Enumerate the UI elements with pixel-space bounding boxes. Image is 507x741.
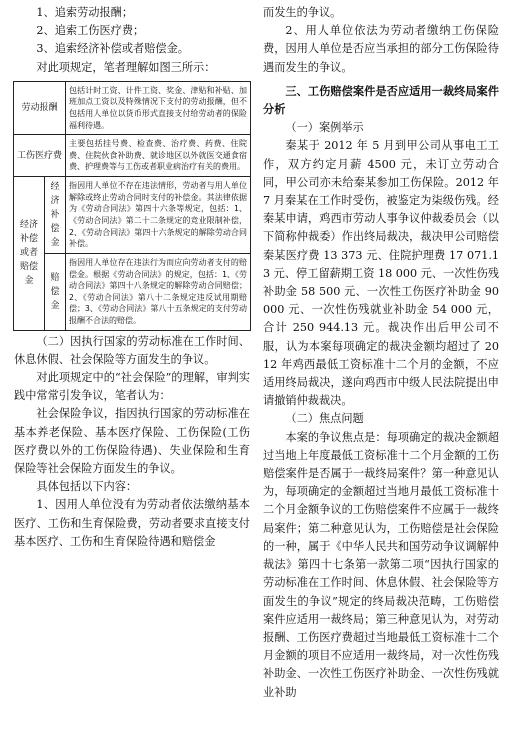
paragraph: 社会保险争议，指因执行国家的劳动标准在基本养老保险、基本医疗保险、工伤保险(工伤医疗费以外的工伤保险待遇)、失业保险和生育保险等社会保险方面发生的争议。 xyxy=(14,407,250,475)
paragraph: 对此项规定中的“社会保险”的理解，审判实践中常常引发争议，笔者认为： xyxy=(14,370,250,403)
list-item-compensation: 3、追索经济补偿或者赔偿金。 xyxy=(36,42,189,56)
definition-table xyxy=(13,81,251,331)
row-text-labor-pay: 包括计时工资、计件工资、奖金、津贴和补贴、加班加点工资以及特殊情况下支付的劳动报酬，但不包括用人单位以货币形式直接支付给劳动者的保险福利待遇。 xyxy=(66,81,251,134)
sub-label-indemnity: 赔偿金 xyxy=(45,253,66,330)
row-label-compensation: 经济补偿或者赔偿金 xyxy=(14,176,45,330)
table-row xyxy=(14,81,251,134)
figure-intro: 对此项规定，笔者理解如图三所示： xyxy=(36,60,216,74)
paragraph-continuation: 而发生的争议。 xyxy=(263,6,342,19)
paragraph: 1、因用人单位没有为劳动者依法缴纳基本医疗、工伤和生育保险费，劳动者要求直接支付基本医疗、工伤和生育保险待遇和赔偿金 xyxy=(14,498,250,548)
section2-heading: （二）因执行国家的劳动标准在工作时间、休息休假、社会保险等方面发生的争议。 xyxy=(14,334,250,366)
right-column xyxy=(263,4,499,702)
sub-text-indemnity: 指因用人单位存在违法行为而应向劳动者支付的赔偿金。根据《劳动合同法》的规定，包括：1、《劳动合同法》第四十八条规定的解除劳动合同赔偿；2、《劳动合同法》第八十二条规定违反试用期赔偿；3、《劳动合同法》第八十五条规定的支付劳动报酬不合法的赔偿。 xyxy=(66,253,251,330)
subsection-heading-case: （一）案例举示 xyxy=(285,121,364,135)
table-row xyxy=(14,253,251,330)
sub-label-economic-compensation: 经济补偿金 xyxy=(45,176,66,253)
list-item-labor-pay: 1、追索劳动报酬； xyxy=(36,6,134,19)
focus-paragraph: 本案的争议焦点是：每项确定的裁决金额超过当地上年度最低工资标准十二个月金额的工伤赔偿案件是否属于一裁终局案件？第一种意见认为，每项确定的金额超过当地月最低工资标准十二个月金额争议的工伤赔偿案件不应属于一裁终局案件；第二种意见认为，工伤赔偿是社会保险的一种，属于《中华人民共和国劳动争议调解仲裁法》第四十七条第一款第二项“因执行国家的劳动标准在工作时间、休息休假、社会保险等方面发生的争议”规定的终局裁决范畴，工伤赔偿案件应适用一裁终局；第三种意见认为，对劳动报酬、工伤医疗费超过当地最低工资标准十二个月金额的项目不应适用一裁终局，对一次性伤残补助金、一次性工伤医疗补助金、一次性伤残就业补助 xyxy=(263,430,499,699)
row-label-medical-fee: 工伤医疗费 xyxy=(14,135,66,177)
paragraph: 具体包括以下内容： xyxy=(36,480,138,494)
list-item-medical-fee: 2、追索工伤医疗费； xyxy=(36,24,145,38)
row-text-medical-fee: 主要包括挂号费、检查费、治疗费、药费、住院费、住院伙食补助费、就诊地区以外就医交通食宿费、护理费等与工伤或者职业病治疗有关的费用。 xyxy=(66,135,251,177)
sub-text-economic-compensation: 指因用人单位不存在违法情形，劳动者与用人单位解除或终止劳动合同时支付的补偿金。其法律依据为《劳动合同法》第四十六条等规定，包括：1、《劳动合同法》第二十二条规定的竞业限制补偿，2、《劳动合同法》第四十六条规定的解除劳动合同补偿。 xyxy=(66,176,251,253)
table-row xyxy=(14,135,251,177)
table-row xyxy=(14,176,251,253)
row-label-labor-pay: 劳动报酬 xyxy=(14,81,66,134)
subsection-heading-focus: （二）焦点问题 xyxy=(285,412,364,426)
list-item-2: 2、用人单位依法为劳动者缴纳工伤保险费，因用人单位是否应当承担的部分工伤保险待遇而发生的争议。 xyxy=(263,24,499,74)
left-column xyxy=(14,4,250,551)
case-paragraph: 秦某于 2012 年 5 月到甲公司从事电工工作，双方约定月薪 4500 元，未订立劳动合同，甲公司亦未给秦某参加工伤保险。2012 年 7 月秦某在工作时受伤，被鉴定为柒级伤残。经秦某申请，鸡西市劳动人事争议仲裁委员会（以下简称仲裁委）作出终局裁决，裁决甲公司赔偿秦某医疗费 13 373 元、住院护理费 17 071.13 元、停工留薪期工资 18 000 元、一次性伤残补助金 58 500 元、一次性工伤医疗补助金 90 000 元、一次性伤残就业补助金 54 000 元，合计 250 944.13 元。裁决作出后甲公司不服，认为本案每项确定的裁决金额均超过了 2012 年鸡西最低工资标准十二个月的金额，不应适用终局裁决，遂向鸡西市中级人民法院提出申请撤销仲裁裁决。 xyxy=(263,139,499,408)
section3-heading: 三、工伤赔偿案件是否应适用一裁终局案件分析 xyxy=(263,84,499,117)
